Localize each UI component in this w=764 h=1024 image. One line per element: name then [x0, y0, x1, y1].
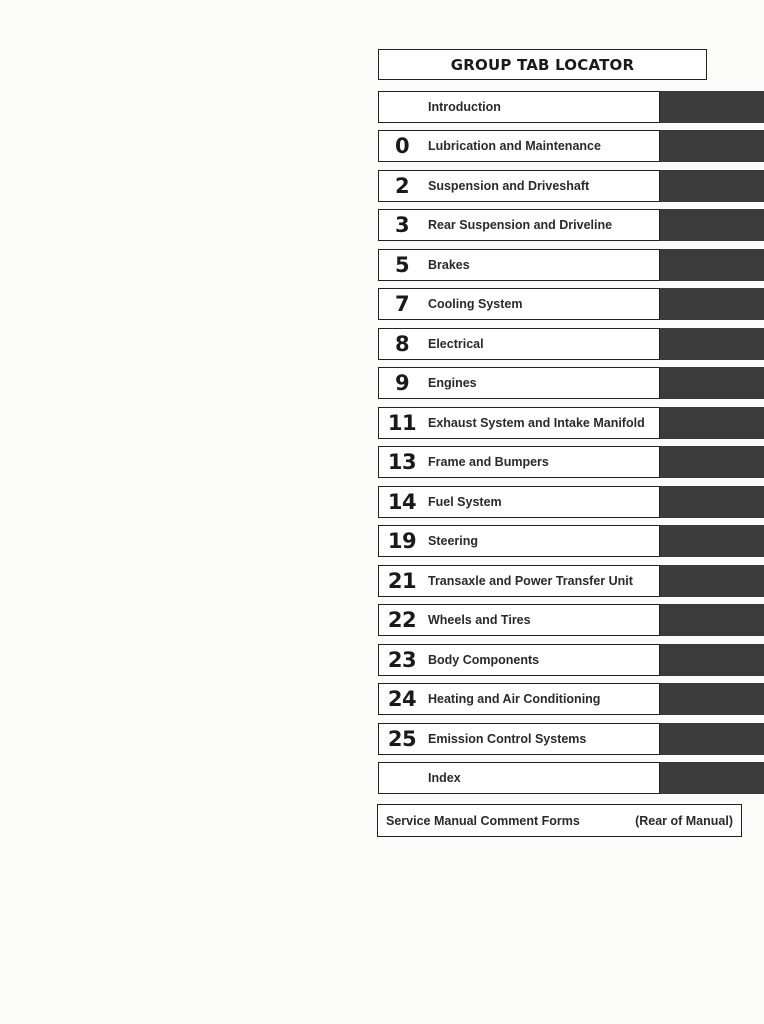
- tab-box: [378, 604, 660, 636]
- tab-box: [378, 209, 660, 241]
- section-label: Lubrication and Maintenance: [428, 139, 601, 153]
- tab-box: [378, 683, 660, 715]
- tab-box: [378, 170, 660, 202]
- section-number: 2: [394, 174, 410, 198]
- section-number: 24: [387, 687, 417, 711]
- tab-box: [378, 644, 660, 676]
- tab-marker: [660, 288, 764, 320]
- tab-box: [378, 367, 660, 399]
- section-number: 25: [387, 727, 417, 751]
- tab-marker: [660, 723, 764, 755]
- section-label: Heating and Air Conditioning: [428, 692, 601, 706]
- tab-marker: [660, 604, 764, 636]
- section-number: [379, 92, 425, 122]
- section-number: 7: [394, 292, 410, 316]
- tab-marker: [660, 683, 764, 715]
- tab-marker: [660, 525, 764, 557]
- section-label: Frame and Bumpers: [428, 455, 549, 469]
- section-number: [379, 763, 425, 793]
- section-label: Body Components: [428, 653, 540, 667]
- tab-box: [378, 525, 660, 557]
- section-label: Engines: [428, 376, 477, 390]
- section-label: Exhaust System and Intake Manifold: [428, 416, 645, 430]
- tab-marker: [660, 209, 764, 241]
- section-label: Rear Suspension and Driveline: [428, 218, 613, 232]
- tab-box: [378, 288, 660, 320]
- group-tab-locator-title: GROUP TAB LOCATOR: [378, 49, 707, 80]
- tab-box: [378, 762, 660, 794]
- section-label: Suspension and Driveshaft: [428, 179, 590, 193]
- section-label: Index: [428, 771, 461, 785]
- section-number: 11: [387, 411, 417, 435]
- tab-marker: [660, 328, 764, 360]
- tab-marker: [660, 170, 764, 202]
- comment-forms-entry[interactable]: [377, 804, 742, 837]
- section-number: 0: [394, 134, 410, 158]
- section-number: 3: [394, 213, 410, 237]
- section-number: 23: [387, 648, 417, 672]
- tab-marker: [660, 367, 764, 399]
- section-label: Brakes: [428, 258, 470, 272]
- tab-box: [378, 723, 660, 755]
- tab-marker: [660, 565, 764, 597]
- section-label: Transaxle and Power Transfer Unit: [428, 574, 633, 588]
- tab-marker: [660, 407, 764, 439]
- tab-box: [378, 407, 660, 439]
- section-number: 9: [394, 371, 410, 395]
- section-number: 8: [394, 332, 410, 356]
- section-label: Emission Control Systems: [428, 732, 587, 746]
- tab-marker: [660, 249, 764, 281]
- tab-box: [378, 565, 660, 597]
- section-label: Cooling System: [428, 297, 523, 311]
- tab-marker: [660, 644, 764, 676]
- section-number: 13: [387, 450, 417, 474]
- tab-box: [378, 328, 660, 360]
- section-label: Introduction: [428, 100, 501, 114]
- section-number: 5: [394, 253, 410, 277]
- tab-marker: [660, 486, 764, 518]
- tab-marker: [660, 91, 764, 123]
- tab-box: [378, 91, 660, 123]
- section-number: 14: [387, 490, 417, 514]
- section-number: 22: [387, 608, 417, 632]
- section-label: Electrical: [428, 337, 484, 351]
- tab-marker: [660, 130, 764, 162]
- comment-forms-location: (Rear of Manual): [635, 813, 733, 828]
- tab-box: [378, 446, 660, 478]
- section-number: 19: [387, 529, 417, 553]
- section-label: Fuel System: [428, 495, 502, 509]
- comment-forms-label: Service Manual Comment Forms: [386, 813, 580, 828]
- tab-box: [378, 130, 660, 162]
- tab-box: [378, 249, 660, 281]
- tab-box: [378, 486, 660, 518]
- tab-marker: [660, 446, 764, 478]
- tab-marker: [660, 762, 764, 794]
- section-label: Steering: [428, 534, 479, 548]
- section-label: Wheels and Tires: [428, 613, 531, 627]
- section-number: 21: [387, 569, 417, 593]
